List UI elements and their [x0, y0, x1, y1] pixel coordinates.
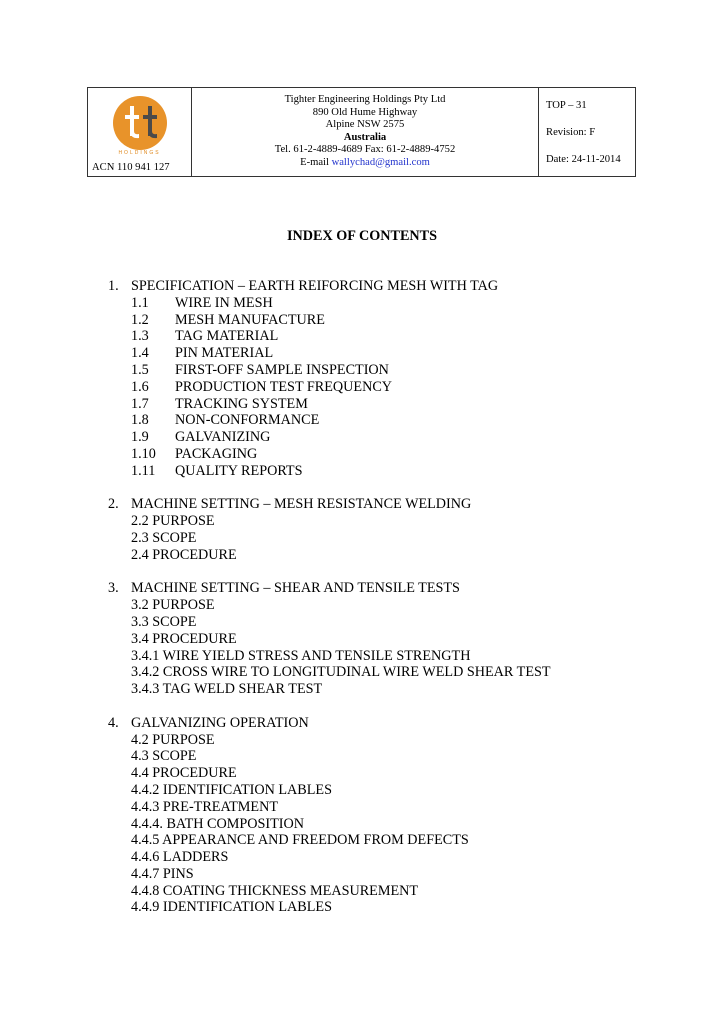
section-title: SPECIFICATION – EARTH REIFORCING MESH WITH TAG: [131, 278, 499, 294]
company-address-line2: Alpine NSW 2575: [325, 119, 405, 131]
company-address-line1: 890 Old Hume Highway: [312, 106, 418, 118]
item-label: 4.4.7 PINS: [131, 865, 194, 882]
acn-number: ACN 110 941 127: [92, 162, 170, 173]
section-number: 3.: [108, 580, 119, 597]
item-number: 1.11: [131, 462, 156, 479]
toc-item: [0, 547, 724, 564]
toc-item: [0, 816, 724, 833]
section-title: MACHINE SETTING – SHEAR AND TENSILE TESTS: [131, 580, 460, 597]
item-number: 1.7: [131, 395, 149, 412]
toc-section-heading: [0, 715, 724, 732]
item-number: 1.1: [131, 294, 149, 311]
toc-item: [0, 664, 724, 681]
item-label: 2.3 SCOPE: [131, 529, 197, 546]
item-label: GALVANIZING: [175, 429, 271, 446]
toc-item: [0, 648, 724, 665]
toc-item: [0, 530, 724, 547]
toc-item: [0, 362, 724, 379]
toc-item: [0, 412, 724, 429]
toc-section-4: [0, 715, 724, 917]
document-header: [87, 87, 636, 177]
toc-item: [0, 379, 724, 396]
toc-item: [0, 597, 724, 614]
toc-section-heading: [0, 496, 724, 513]
company-details: [192, 88, 539, 176]
company-logo: [110, 95, 170, 151]
item-label: 4.2 PURPOSE: [131, 731, 215, 748]
email-prefix: E-mail: [300, 156, 332, 168]
item-label: 4.4.6 LADDERS: [131, 849, 229, 866]
document-date: Date: 24-11-2014: [546, 154, 621, 165]
item-label: 4.4.5 APPEARANCE AND FREEDOM FROM DEFECTS: [131, 832, 469, 849]
company-phone-fax: Tel. 61-2-4889-4689 Fax: 61-2-4889-4752: [274, 144, 456, 156]
item-label: 3.4.3 TAG WELD SHEAR TEST: [131, 681, 323, 698]
item-label: QUALITY REPORTS: [175, 462, 303, 479]
toc-section-3: [0, 580, 724, 698]
toc-item: [0, 328, 724, 345]
toc-item: [0, 446, 724, 463]
toc-item: [0, 681, 724, 698]
toc-item: [0, 782, 724, 799]
item-label: TAG MATERIAL: [175, 328, 279, 345]
toc-item: [0, 849, 724, 866]
section-title: GALVANIZING OPERATION: [131, 714, 309, 731]
page-title: INDEX OF CONTENTS: [286, 228, 438, 244]
section-number: 1.: [108, 278, 119, 294]
item-label: TRACKING SYSTEM: [175, 395, 308, 412]
item-number: 1.10: [131, 445, 156, 462]
item-number: 1.9: [131, 429, 149, 446]
item-label: 4.4.3 PRE-TREATMENT: [131, 798, 278, 815]
company-country: Australia: [343, 131, 387, 143]
item-label: 3.3 SCOPE: [131, 613, 197, 630]
toc-item: [0, 765, 724, 782]
toc-item: [0, 312, 724, 329]
item-label: 4.4 PROCEDURE: [131, 765, 237, 782]
item-number: 1.6: [131, 378, 149, 395]
item-label: 3.2 PURPOSE: [131, 597, 215, 614]
company-name: Tighter Engineering Holdings Pty Ltd: [284, 94, 446, 105]
section-title: MACHINE SETTING – MESH RESISTANCE WELDING: [131, 496, 472, 513]
toc-item: [0, 866, 724, 883]
toc-item: [0, 732, 724, 749]
toc-item: [0, 429, 724, 446]
toc-item: [0, 513, 724, 530]
item-number: 1.4: [131, 345, 149, 362]
toc-item: [0, 832, 724, 849]
item-label: 3.4.1 WIRE YIELD STRESS AND TENSILE STRENGTH: [131, 647, 471, 664]
item-label: PIN MATERIAL: [175, 345, 274, 362]
toc-item: [0, 748, 724, 765]
toc-item: [0, 463, 724, 480]
item-label: 3.4 PROCEDURE: [131, 630, 237, 647]
item-label: 4.4.4. BATH COMPOSITION: [131, 815, 305, 832]
item-label: FIRST-OFF SAMPLE INSPECTION: [175, 361, 389, 378]
item-label: 3.4.2 CROSS WIRE TO LONGITUDINAL WIRE WELD SHEAR TEST: [131, 664, 551, 681]
toc-item: [0, 883, 724, 900]
toc-item: [0, 899, 724, 916]
item-number: 1.8: [131, 412, 149, 429]
toc-item: [0, 631, 724, 648]
table-of-contents: [0, 278, 724, 933]
document-revision: Revision: F: [546, 127, 596, 138]
toc-item: [0, 799, 724, 816]
toc-item: [0, 396, 724, 413]
item-label: 4.3 SCOPE: [131, 748, 197, 765]
section-number: 4.: [108, 714, 119, 731]
item-label: 4.4.9 IDENTIFICATION LABLES: [131, 899, 332, 916]
toc-section-2: [0, 496, 724, 563]
company-email-line: [192, 157, 538, 170]
toc-item: [0, 345, 724, 362]
logo-subtitle: HOLDINGS: [118, 150, 161, 156]
item-label: 4.4.8 COATING THICKNESS MEASUREMENT: [131, 882, 419, 899]
toc-section-1: [0, 278, 724, 480]
toc-section-heading: [0, 580, 724, 597]
email-link[interactable]: wallychad@gmail.com: [331, 156, 430, 168]
item-label: NON-CONFORMANCE: [175, 412, 320, 429]
toc-item: [0, 614, 724, 631]
item-label: MESH MANUFACTURE: [175, 311, 325, 328]
item-label: 4.4.2 IDENTIFICATION LABLES: [131, 781, 332, 798]
section-number: 2.: [108, 496, 119, 513]
item-number: 1.3: [131, 328, 149, 345]
item-label: WIRE IN MESH: [175, 294, 273, 311]
document-meta: [539, 88, 635, 176]
item-label: 2.2 PURPOSE: [131, 513, 215, 530]
toc-item: [0, 295, 724, 312]
item-number: 1.2: [131, 311, 149, 328]
document-code: TOP – 31: [546, 100, 587, 111]
logo-cell: [88, 88, 192, 176]
item-label: PACKAGING: [175, 445, 258, 462]
item-number: 1.5: [131, 361, 149, 378]
toc-section-heading: [0, 278, 724, 295]
item-label: 2.4 PROCEDURE: [131, 546, 237, 563]
item-label: PRODUCTION TEST FREQUENCY: [175, 378, 393, 395]
